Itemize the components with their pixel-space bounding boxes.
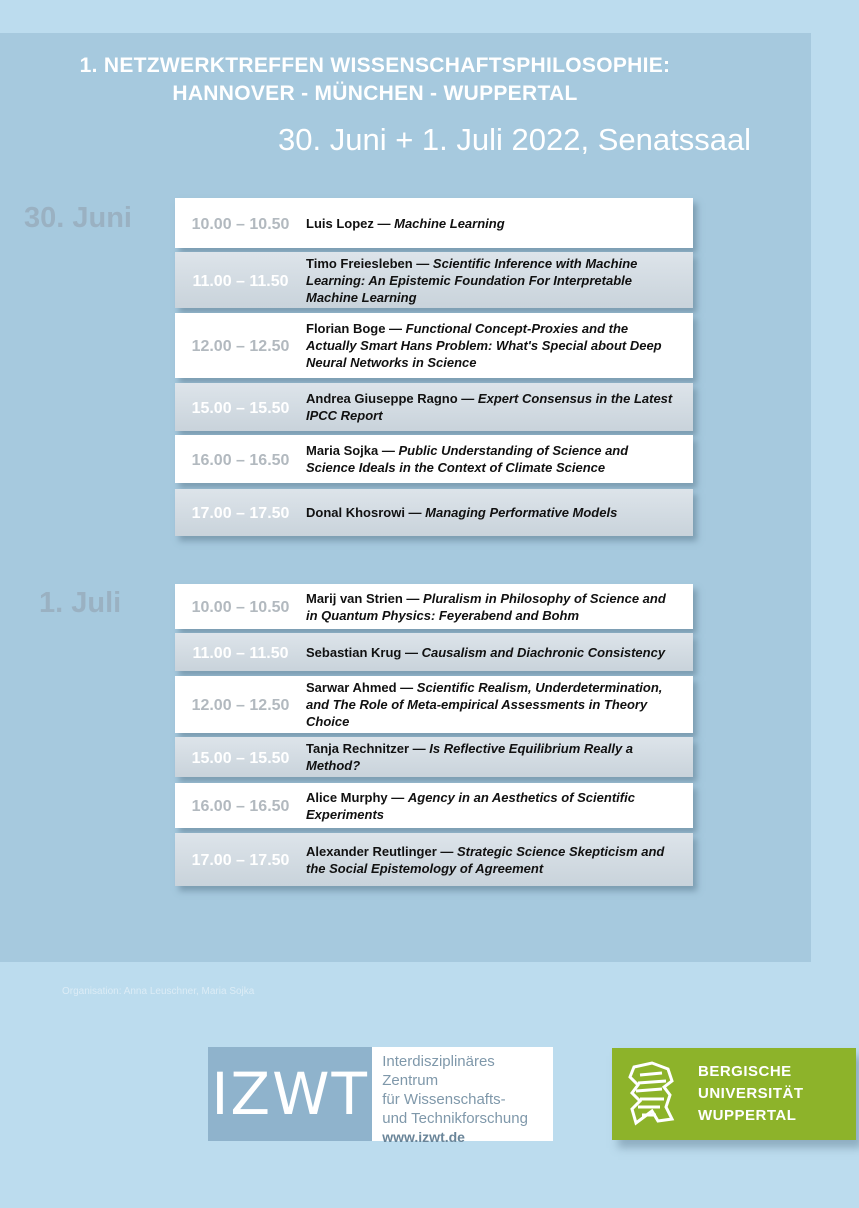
buw-line3: WUPPERTAL [698,1107,797,1124]
session-speaker: Florian Boge — [306,321,406,336]
session-speaker: Luis Lopez — [306,215,395,231]
session-row [175,435,693,483]
izwt-url: www.izwt.de [382,1129,465,1145]
session-talk [306,390,693,424]
izwt-line3: und Technikforschung [382,1110,528,1127]
session-talk [306,679,693,730]
session-topic: Machine Learning [394,215,505,231]
session-speaker: Marij van Strien — [306,590,424,606]
session-speaker: Sarwar Ahmed — [306,680,417,695]
day-label-30-juni: 30. Juni [24,202,132,234]
session-talk [306,843,693,877]
session-time: 17.00 – 17.50 [191,852,290,869]
session-topic: Strategic Science Skepticism and the Social Epistemology of Agreement [306,843,665,876]
session-speaker: Sebastian Krug — [306,644,422,660]
session-talk [306,590,693,624]
session-talk [306,789,693,823]
session-row [175,783,693,828]
session-speaker: Alice Murphy — [306,789,408,805]
session-row [175,383,693,431]
session-topic: Causalism and Diachronic Consistency [421,644,666,660]
session-time: 11.00 – 11.50 [192,272,289,290]
izwt-line2: für Wissenschafts- [382,1091,506,1108]
session-row [175,676,693,733]
izwt-logo-text [372,1047,553,1145]
organisation-note: Organisation: Anna Leuschner, Maria Sojka [62,986,255,997]
buw-line2: UNIVERSITÄT [698,1085,804,1102]
izwt-logo-mark [208,1047,372,1141]
session-speaker: Maria Sojka — [306,443,399,458]
session-time: 11.00 – 11.50 [192,644,289,662]
izwt-line1: Interdisziplinäres Zentrum [382,1053,495,1089]
session-row [175,633,693,671]
session-time: 10.00 – 10.50 [191,599,290,616]
session-time: 17.00 – 17.50 [191,505,290,522]
session-topic: Pluralism in Philosophy of Science and in Quantum Physics: Feyerabend and Bohm [306,590,666,623]
session-talk [306,215,693,232]
session-time: 15.00 – 15.50 [191,399,290,417]
session-topic: Public Understanding of Science and Science Ideals in the Context of Climate Science [306,443,629,475]
buw-line1: BERGISCHE [698,1063,792,1080]
session-time: 10.00 – 10.50 [191,215,290,233]
session-speaker: Timo Freiesleben — [306,255,433,271]
session-talk [306,442,693,476]
session-topic: Managing Performative Models [425,505,618,520]
izwt-logo [208,1047,553,1145]
session-topic: Functional Concept-Proxies and the Actually Smart Hans Problem: What's Special about Deep Neural Networks in Science [306,321,662,370]
event-title-line1: 1. NETZWERKTREFFEN WISSENSCHAFTSPHILOSOPHIE: [79,54,671,77]
session-time: 12.00 – 12.50 [191,697,290,714]
session-talk [306,255,693,306]
lion-emblem-icon [612,1048,692,1140]
session-topic: Is Reflective Equilibrium Really a Method? [306,741,634,773]
day-label-1-juli: 1. Juli [39,587,122,619]
session-time: 16.00 – 16.50 [191,451,290,469]
session-speaker: Tanja Rechnitzer — [306,741,430,756]
session-topic: Expert Consensus in the Latest IPCC Report [306,391,673,423]
buw-logo [612,1048,856,1140]
session-row [175,584,693,629]
session-speaker: Alexander Reutlinger — [306,843,457,859]
session-row [175,313,693,378]
izwt-logo-letters: IZWT [211,1060,369,1128]
session-row [175,737,693,777]
session-talk [306,504,693,521]
session-row [175,252,693,308]
session-time: 15.00 – 15.50 [191,749,290,767]
session-time: 12.00 – 12.50 [191,338,290,355]
session-topic: Scientific Realism, Underdetermination, and The Role of Meta-empirical Assessments in Theory Choice [306,680,663,729]
session-talk [306,740,693,774]
event-title-line2: HANNOVER - MÜNCHEN - WUPPERTAL [172,82,578,105]
session-speaker: Andrea Giuseppe Ragno — [306,391,478,406]
session-row [175,833,693,886]
session-time: 16.00 – 16.50 [191,798,290,815]
session-talk [306,320,693,371]
session-topic: Scientific Inference with Machine Learning: An Epistemic Foundation For Interpretable Machine Learning [306,255,638,305]
session-row [175,198,693,248]
session-speaker: Donal Khosrowi — [306,505,426,520]
session-row [175,489,693,536]
event-date-venue: 30. Juni + 1. Juli 2022, Senatssaal [278,122,752,157]
session-topic: Agency in an Aesthetics of Scientific Experiments [306,789,635,822]
buw-logo-text [692,1061,804,1127]
session-talk [306,644,693,661]
